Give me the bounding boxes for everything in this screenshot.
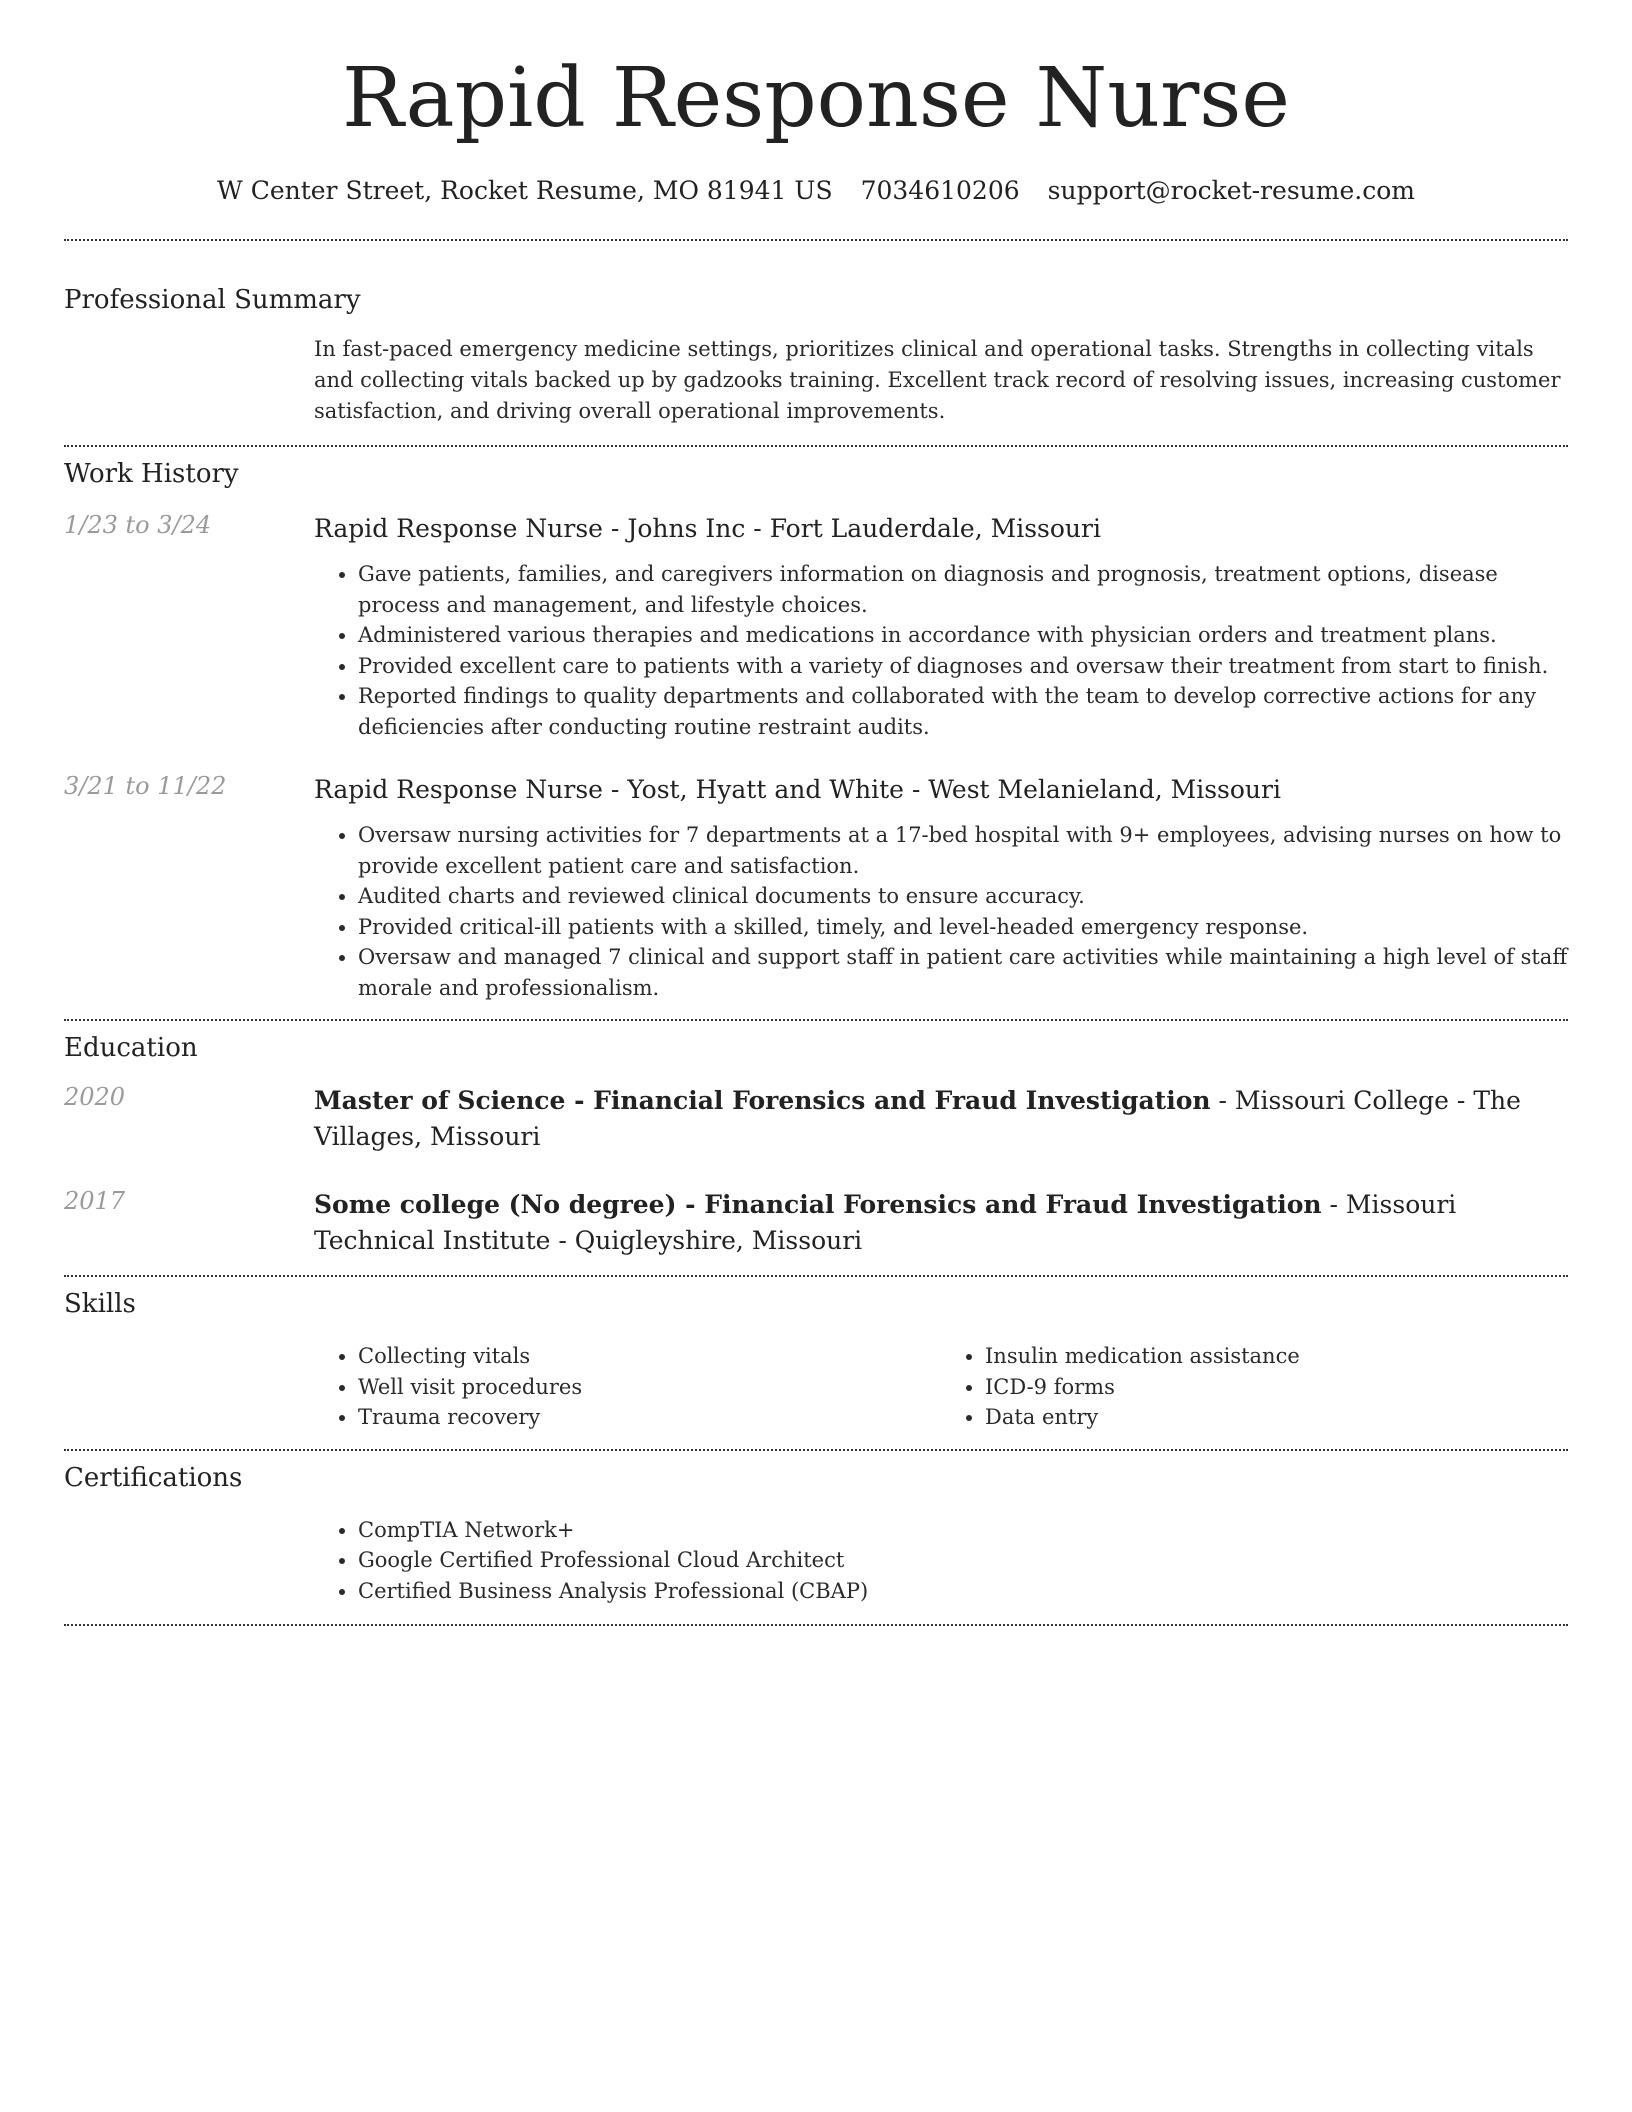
- skill-item: • Well visit procedures: [358, 1372, 941, 1403]
- certifications-list: [314, 1515, 1568, 1607]
- job-bullet: • Gave patients, families, and caregivers information on diagnosis and prognosis, treatment options, disease process and management, and lifestyle choices.: [358, 559, 1568, 620]
- job-bullet: • Audited charts and reviewed clinical documents to ensure accuracy.: [358, 881, 1568, 912]
- job-heading: Rapid Response Nurse - Johns Inc - Fort Lauderdale, Missouri: [314, 514, 1101, 543]
- job-dates: 3/21 to 11/22: [64, 772, 227, 800]
- certification-item: • Certified Business Analysis Professional (CBAP): [358, 1576, 1568, 1607]
- certifications-section: [64, 1463, 1568, 1607]
- education-section: [64, 1033, 1568, 1259]
- education-degree: Some college (No degree) - Financial Forensics and Fraud Investigation: [314, 1190, 1322, 1219]
- divider: [64, 1019, 1568, 1021]
- section-title-summary: Professional Summary: [64, 285, 361, 315]
- section-title-certifications: Certifications: [64, 1462, 243, 1493]
- contact-email: support@rocket-resume.com: [1047, 176, 1415, 205]
- education-school: - Missouri College - The Villages, Missouri: [314, 1086, 1521, 1151]
- education-degree: Master of Science - Financial Forensics and Fraud Investigation: [314, 1086, 1211, 1115]
- education-year: 2017: [64, 1187, 126, 1215]
- education-school: - Missouri Technical Institute - Quigleyshire, Missouri: [314, 1190, 1457, 1255]
- job-dates: 1/23 to 3/24: [64, 511, 212, 539]
- skill-item: • ICD-9 forms: [985, 1372, 1568, 1403]
- skills-section: [64, 1289, 1568, 1433]
- job-heading: Rapid Response Nurse - Yost, Hyatt and White - West Melanieland, Missouri: [314, 775, 1281, 804]
- contact-line: [64, 176, 1568, 205]
- skills-list-left: [314, 1341, 941, 1433]
- certification-item: • Google Certified Professional Cloud Architect: [358, 1545, 1568, 1576]
- job-bullet: • Oversaw nursing activities for 7 departments at a 17-bed hospital with 9+ employees, advising nurses on how to provide excellent patient care and satisfaction.: [358, 820, 1568, 881]
- job-entry: [64, 772, 1568, 1003]
- section-title-work: Work History: [64, 459, 239, 489]
- education-entry: [64, 1187, 1568, 1259]
- divider: [64, 1275, 1568, 1277]
- resume-name: Rapid Response Nurse: [342, 51, 1290, 146]
- divider: [64, 445, 1568, 447]
- divider: [64, 1624, 1568, 1626]
- section-title-education: Education: [64, 1033, 198, 1063]
- skills-list-right: [941, 1341, 1568, 1433]
- summary-section: [64, 285, 1568, 427]
- divider: [64, 239, 1568, 241]
- divider: [64, 1449, 1568, 1451]
- education-year: 2020: [64, 1083, 126, 1111]
- job-bullet: • Reported findings to quality departments and collaborated with the team to develop corrective actions for any deficiencies after conducting routine restraint audits.: [358, 681, 1568, 742]
- certification-item: • CompTIA Network+: [358, 1515, 1568, 1546]
- section-title-skills: Skills: [64, 1289, 136, 1319]
- job-bullet: • Provided critical-ill patients with a skilled, timely, and level-headed emergency response.: [358, 912, 1568, 943]
- job-entry: [64, 511, 1568, 742]
- job-bullet: • Provided excellent care to patients with a variety of diagnoses and oversaw their treatment from start to finish.: [358, 651, 1568, 682]
- skill-item: • Insulin medication assistance: [985, 1341, 1568, 1372]
- skill-item: • Data entry: [985, 1402, 1568, 1433]
- contact-phone: 7034610206: [860, 176, 1020, 205]
- job-bullet: • Administered various therapies and medications in accordance with physician orders and treatment plans.: [358, 620, 1568, 651]
- education-entry: [64, 1083, 1568, 1155]
- work-history-section: [64, 459, 1568, 1003]
- job-bullet: • Oversaw and managed 7 clinical and support staff in patient care activities while maintaining a high level of staff morale and professionalism.: [358, 942, 1568, 1003]
- contact-address: W Center Street, Rocket Resume, MO 81941 US: [217, 176, 833, 205]
- summary-text: In fast-paced emergency medicine settings, prioritizes clinical and operational tasks. Strengths in collecting vitals and collecting vitals backed up by gadzooks training. Excellent track record of resolving issues, increasing customer satisfaction, and driving overall operational improvements.: [314, 337, 1561, 423]
- skill-item: • Trauma recovery: [358, 1402, 941, 1433]
- skill-item: • Collecting vitals: [358, 1341, 941, 1372]
